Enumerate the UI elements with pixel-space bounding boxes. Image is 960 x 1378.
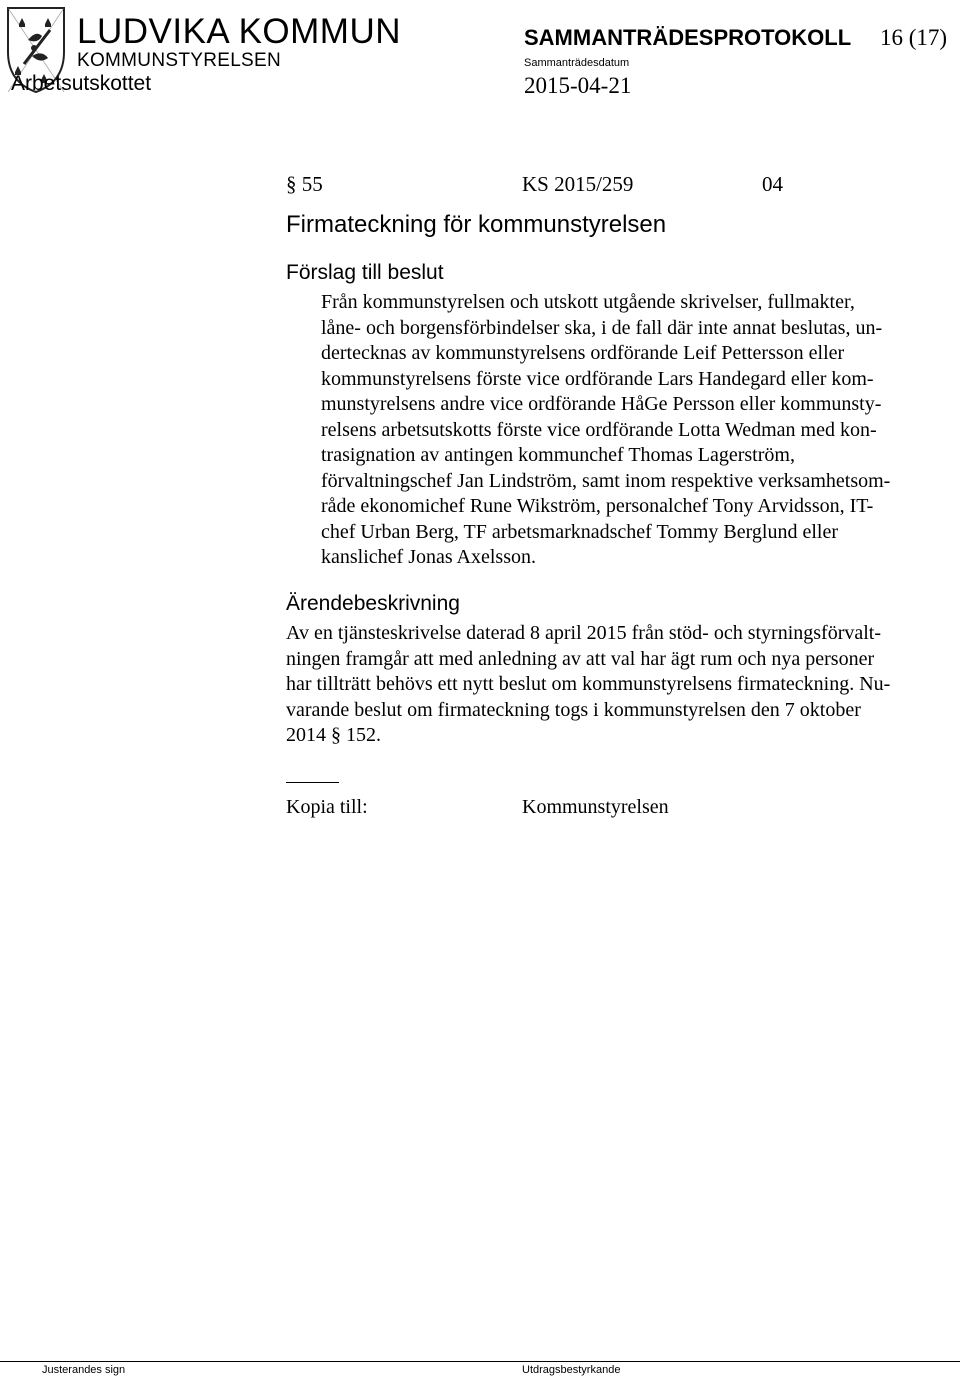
proposal-line: relsens arbetsutskotts förste vice ordförande Lotta Wedman med kon- (321, 418, 877, 441)
copy-to-label: Kopia till: (286, 796, 368, 818)
divider (286, 782, 339, 783)
archive-code: 04 (762, 172, 783, 196)
case-line: 2014 § 152. (286, 724, 381, 746)
proposal-line: Från kommunstyrelsen och utskott utgående skrivelser, fullmakter, (321, 291, 855, 313)
proposal-line: trasignation av antingen kommunchef Thomas Lagerström, (321, 444, 795, 466)
proposal-line: kommunstyrelsens förste vice ordförande Lars Handegard eller kom- (321, 367, 874, 390)
case-line: ningen framgår att med anledning av att val har ägt rum och nya personer (286, 647, 875, 670)
case-reference: KS 2015/259 (522, 172, 634, 196)
adjuster-signature-label: Justerandes sign (42, 1364, 126, 1376)
organization-board: KOMMUNSTYRELSEN (77, 50, 282, 71)
meeting-date: 2015-04-21 (524, 73, 632, 98)
proposal-line: dertecknas av kommunstyrelsens ordförande Leif Pettersson eller (321, 342, 845, 364)
organization-name: LUDVIKA KOMMUN (77, 12, 401, 51)
meeting-date-label: Sammanträdesdatum (524, 57, 630, 69)
proposal-line: chef Urban Berg, TF arbetsmarknadschef Tommy Berglund eller (321, 520, 838, 543)
section-number: § 55 (286, 172, 323, 196)
page-number: 16 (17) (880, 25, 948, 50)
document-type: SAMMANTRÄDESPROTOKOLL (524, 25, 852, 50)
copy-to-recipient: Kommunstyrelsen (522, 796, 669, 818)
extract-certification-label: Utdragsbestyrkande (522, 1364, 621, 1376)
item-title: Firmateckning för kommunstyrelsen (286, 211, 667, 238)
proposal-line: munstyrelsens andre vice ordförande HåGe Persson eller kommunsty- (321, 393, 882, 415)
case-line: varande beslut om firmateckning togs i kommunstyrelsen den 7 oktober (286, 698, 861, 721)
footer-divider (0, 1361, 960, 1362)
case-line: har tillträtt behövs ett nytt beslut om kommunstyrelsens firmateckning. Nu- (286, 673, 891, 695)
proposal-heading: Förslag till beslut (286, 261, 444, 284)
proposal-line: låne- och borgensförbindelser ska, i de fall där inte annat beslutas, un- (321, 316, 883, 339)
proposal-text (321, 290, 890, 571)
organization-committee: Arbetsutskottet (11, 72, 152, 95)
case-description-heading: Ärendebeskrivning (286, 592, 460, 615)
case-line: Av en tjänsteskrivelse daterad 8 april 2015 från stöd- och styrningsförvalt- (286, 622, 882, 644)
proposal-line: råde ekonomichef Rune Wikström, personalchef Tony Arvidsson, IT- (321, 495, 874, 517)
proposal-line: kanslichef Jonas Axelsson. (321, 546, 536, 568)
proposal-line: förvaltningschef Jan Lindström, samt inom respektive verksamhetsom- (321, 469, 891, 492)
case-description-text (286, 621, 890, 749)
